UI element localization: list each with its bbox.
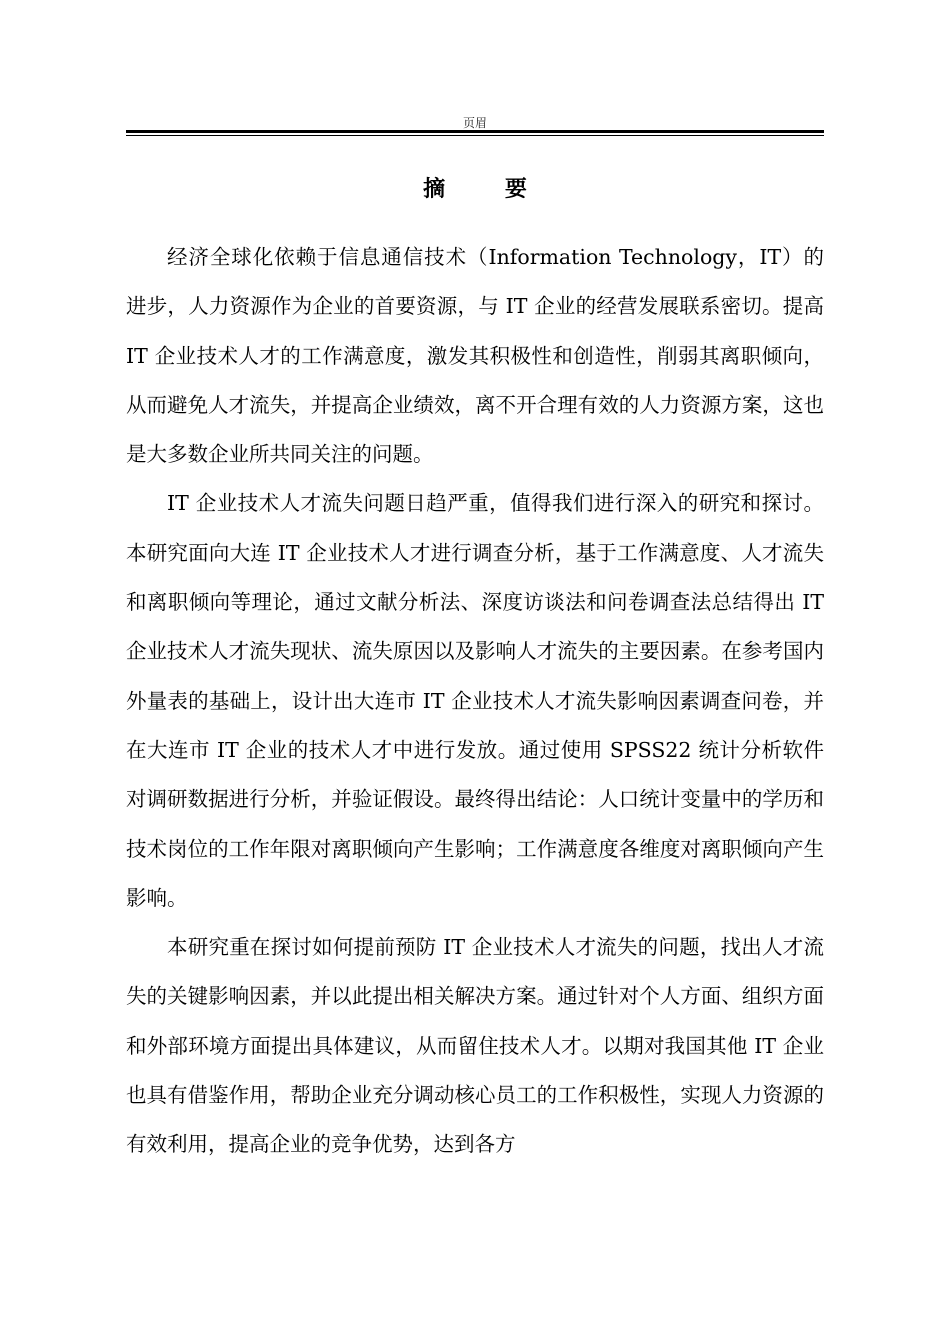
header-rule-thin — [126, 135, 824, 136]
abstract-title: 摘 要 — [423, 176, 553, 202]
abstract-paragraph-1: 经济全球化依赖于信息通信技术（Information Technology，IT）的进步，人力资源作为企业的首要资源，与 IT 企业的经营发展联系密切。提高 IT 企业技术人才的工作满意度，激发其积极性和创造性，削弱其离职倾向，从而避免人才流失，并提高企业绩效，离不开合理有效的人力资源方案，这也是大多数企业所共同关注的问题。 — [126, 245, 824, 467]
abstract-body — [126, 233, 824, 1170]
abstract-paragraph-2: IT 企业技术人才流失问题日趋严重，值得我们进行深入的研究和探讨。本研究面向大连 IT 企业技术人才进行调查分析，基于工作满意度、人才流失和离职倾向等理论，通过文献分析法、深度访谈法和问卷调查法总结得出 IT 企业技术人才流失现状、流失原因以及影响人才流失的主要因素。在参考国内外量表的基础上，设计出大连市 IT 企业技术人才流失影响因素调查问卷，并在大连市 IT 企业的技术人才中进行发放。通过使用 SPSS22 统计分析软件对调研数据进行分析，并验证假设。最终得出结论：人口统计变量中的学历和技术岗位的工作年限对离职倾向产生影响；工作满意度各维度对离职倾向产生影响。 — [126, 491, 824, 910]
abstract-paragraph-3: 本研究重在探讨如何提前预防 IT 企业技术人才流失的问题，找出人才流失的关键影响因素，并以此提出相关解决方案。通过针对个人方面、组织方面和外部环境方面提出具体建议，从而留住技术人才。以期对我国其他 IT 企业也具有借鉴作用，帮助企业充分调动核心员工的工作积极性，实现人力资源的有效利用，提高企业的竞争优势，达到各方 — [126, 935, 824, 1157]
page-header: 页眉 — [462, 116, 487, 130]
header-rule-thick — [126, 130, 824, 133]
